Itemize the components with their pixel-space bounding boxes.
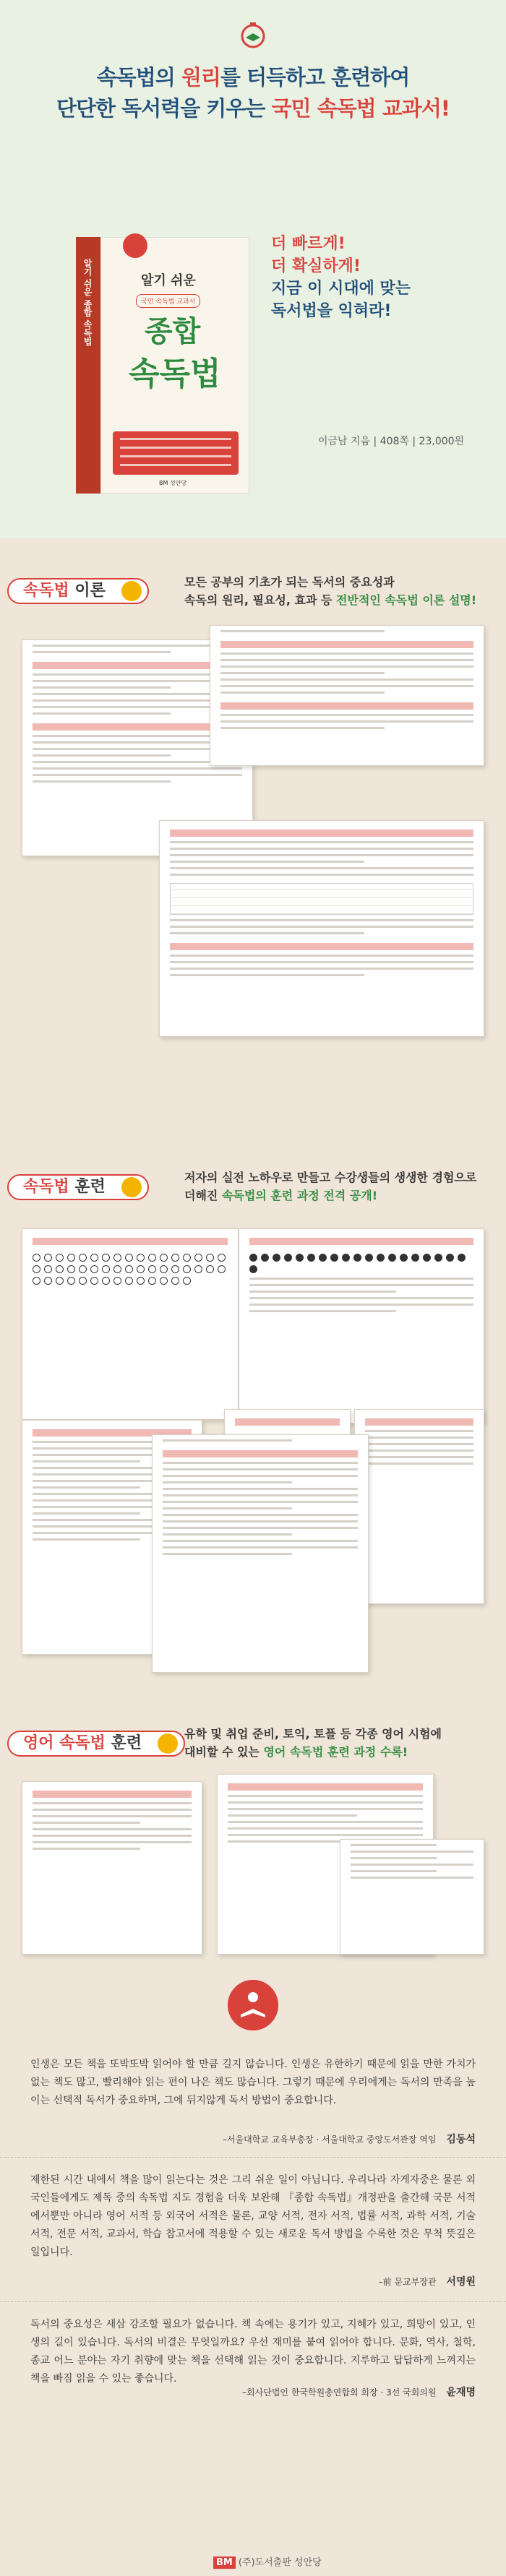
book-title-2: 속독법: [129, 356, 221, 392]
book-spine: 알기 쉬운 종합 속독법: [76, 237, 100, 494]
training-page-5: [354, 1409, 484, 1604]
magnifier-icon: [121, 581, 142, 601]
sample-page-2: [210, 625, 484, 766]
training-page-1: [22, 1228, 239, 1420]
hero-slogan: 더 빠르게! 더 확실하게! 지금 이 시대에 맞는 독서법을 익혀라!: [271, 235, 411, 320]
book-sub-badge: 국민 속독법 교과서: [136, 294, 200, 308]
divider: [0, 2301, 506, 2302]
testimonial-2-author: –前 문교부장관 서명원: [378, 2276, 476, 2288]
pencil-icon: [121, 1177, 142, 1197]
section-title-training: 속독법 훈련: [7, 1174, 149, 1200]
divider: [0, 2157, 506, 2158]
book-front: [100, 237, 249, 494]
reader-icon: [228, 1980, 278, 2030]
section-title-theory: 속독법 이론: [7, 578, 149, 604]
section-desc-theory: 모든 공부의 기초가 되는 독서의 중요성과 속독의 원리, 필요성, 효과 등 전반적인 속독법 이론 설명!: [184, 575, 477, 607]
testimonial-1-text: 인생은 모든 책을 또박또박 읽어야 할 만큼 길지 않습니다. 인생은 유한하기 때문에 읽을 만한 가치가 없는 책도 많고, 빨리해야 읽는 편이 나은 책도 많습니다. 그렇기 때문에 우리에게는 독서의 만족을 높이는 선택적 독서가 중요하며, 그에 뒤지않게 독서 방법이 중요합니다.: [30, 2059, 476, 2106]
section-title-english: 영어 속독법 훈련: [7, 1731, 185, 1757]
hero-tagline-2: 단단한 독서력을 키우는 국민 속독법 교과서!: [56, 96, 450, 121]
book-badge-icon: [123, 233, 147, 258]
section-english: [0, 1716, 506, 1962]
section-desc-english: 유학 및 취업 준비, 토익, 토플 등 각종 영어 시험에 대비할 수 있는 영어 속독법 훈련 과정 수록!: [184, 1727, 442, 1759]
training-page-6: [152, 1434, 369, 1673]
book-publisher: BM 성안당: [159, 480, 187, 486]
section-training: [0, 1145, 506, 1716]
hero-tagline-1: 속독법의 원리를 터득하고 훈련하여: [96, 65, 410, 90]
sample-page-3: [159, 820, 484, 1037]
section-theory: [0, 538, 506, 1145]
training-page-2: [239, 1228, 484, 1423]
testimonial-3-author: –회사단법인 한국학원총연합회 회장 · 3선 국회의원 윤재명: [242, 2387, 476, 2398]
hero-banner: [0, 0, 506, 538]
testimonial-1-author: –서울대학교 교육부총장 · 서울대학교 중앙도서관장 역임 김동석: [222, 2134, 476, 2145]
testimonial-2-text: 제한된 시간 내에서 책을 많이 읽는다는 것은 그리 쉬운 일이 아닙니다. 우리나라 자게자중은 물론 외국인들에게도 제독 중의 속독법 지도 경험을 더욱 보완해 『종합 속독법』개정판을 출간해 국문 서적에서뿐만 아니라 영어 서적 등 외국어 서적은 물론, 교양 서적, 전자 서적, 법률 서적, 과학 서적, 기술 서적, 전문 서적, 교과서, 학습 참고서에 적용할 수 있는 새로운 독서 방법을 수록한 것은 무척 뜻깊은 일입니다.: [30, 2174, 476, 2258]
book-timer-icon: [239, 20, 267, 49]
book-easy-label: 알기 쉬운: [141, 273, 196, 288]
book-blurb-box: [113, 431, 239, 475]
english-page-3: [340, 1839, 484, 1955]
testimonial-3-text: 독서의 중요성은 새삼 강조할 필요가 없습니다. 책 속에는 용기가 있고, 지혜가 있고, 희망이 있고, 인생의 길이 있습니다. 독서의 비결은 무엇일까요? 우선 재미를 붙여 읽어야 합니다. 문화, 역사, 철학, 종교 어느 분야는 자기 취향에 맞는 책을 선택해 읽는 것이 중요합니다. 지루하고 답답하게 느껴지는 책을 빠짐 읽을 수 있는 좋습니다.: [30, 2319, 476, 2385]
book-cover-image: [76, 237, 249, 494]
publisher-logo: BM (주)도서출판 성안당: [213, 2554, 322, 2568]
book-meta: 이금남 지음 | 408쪽 | 23,000원: [318, 436, 465, 447]
lightbulb-icon: [158, 1733, 178, 1754]
book-title-1: 종합: [145, 315, 201, 348]
english-page-1: [22, 1781, 202, 1955]
testimonials: [0, 1962, 506, 2576]
section-desc-training: 저자의 실전 노하우로 만들고 수강생들의 생생한 경험으로 더해진 속독법의 훈련 과정 전격 공개!: [184, 1171, 477, 1202]
